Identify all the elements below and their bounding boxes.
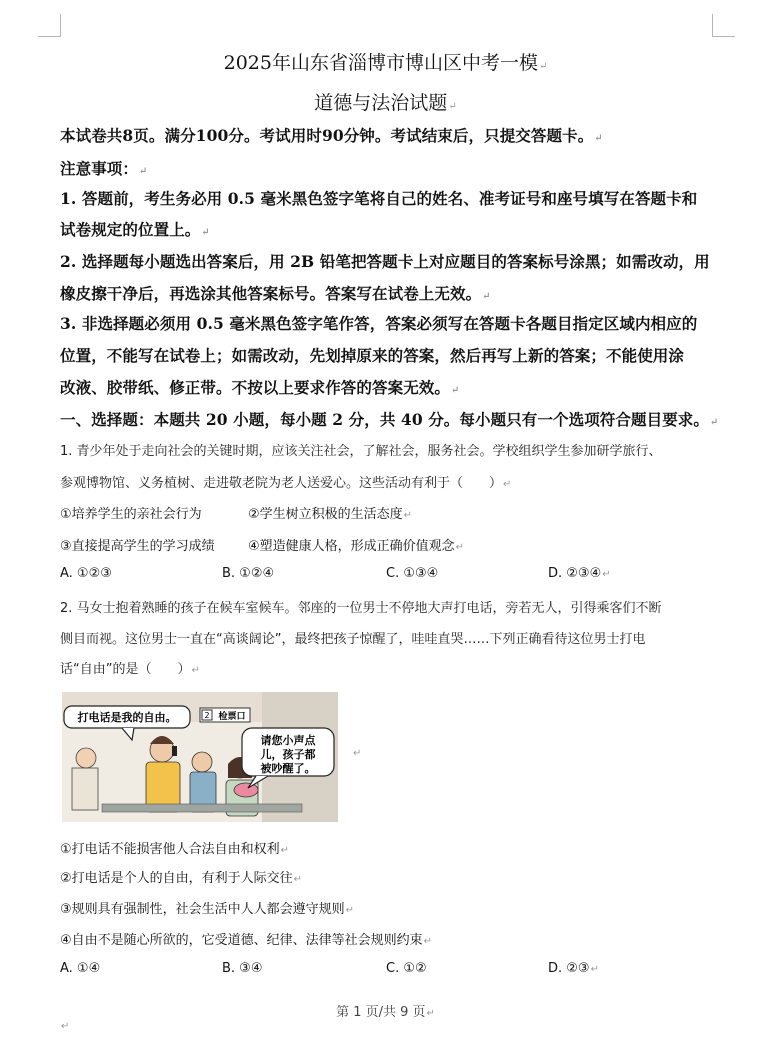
- q2-option-b: B. ③④: [222, 961, 263, 976]
- corner-mark-top-left: [38, 14, 61, 37]
- notice-item-2: 2. 选择题每小题选出答案后，用 2B 铅笔把答题卡上对应题目的答案标号涂黑；如需改动，用: [60, 252, 710, 271]
- q2-option-c: C. ①②: [386, 961, 427, 976]
- q1-statement-4: ④塑造健康人格，形成正确价值观念↵: [248, 539, 465, 554]
- svg-text:检票口: 检票口: [218, 712, 246, 722]
- section-heading: 一、选择题：本题共 20 小题，每小题 2 分，共 40 分。每小题只有一个选项符合题目要求。↵: [60, 410, 719, 429]
- q1-option-d: D. ②③④↵: [548, 566, 611, 581]
- svg-text:请您小声点: 请您小声点: [260, 734, 316, 747]
- notice-item-3-cont2: 改液、胶带纸、修正带。不按以上要求作答的答案无效。↵: [60, 378, 460, 397]
- q2-statement-4: ④自由不是随心所欲的，它受道德、纪律、法律等社会规则约束↵: [60, 933, 433, 948]
- cartoon-image: [62, 692, 338, 822]
- q1-option-a: A. ①②③: [60, 566, 112, 581]
- notice-item-3: 3. 非选择题必须用 0.5 毫米黑色签字笔作答，答案必须写在答题卡各题目指定区域内相应的: [60, 314, 698, 333]
- notice-item-1-cont: 试卷规定的位置上。↵: [60, 220, 210, 239]
- q2-stem-cont: 侧目而视。这位男士一直在“高谈阔论”，最终把孩子惊醒了，哇哇直哭……下列正确看待这位男士打电: [60, 632, 646, 647]
- svg-text:被吵醒了。: 被吵醒了。: [260, 762, 316, 775]
- notice-label: 注意事项：↵: [60, 159, 148, 178]
- svg-text:2: 2: [204, 711, 210, 720]
- q2-stem-cont2: 话“自由”的是（ ）↵: [60, 662, 200, 677]
- notice-item-2-cont: 橡皮擦干净后，再选涂其他答案标号。答案写在试卷上无效。↵: [60, 284, 491, 303]
- trailing-para-mark: ↵: [61, 1021, 70, 1032]
- q1-stem: 1. 青少年处于走向社会的关键时期，应该关注社会，了解社会，服务社会。学校组织学生参加研学旅行、: [60, 444, 662, 459]
- notice-item-1: 1. 答题前，考生务必用 0.5 毫米黑色签字笔将自己的姓名、准考证号和座号填写在答题卡和: [60, 189, 698, 208]
- q1-option-b: B. ①②④: [222, 566, 275, 581]
- exam-subtitle: 道德与法治试题↵: [314, 92, 457, 114]
- svg-text:儿，孩子都: 儿，孩子都: [260, 748, 316, 761]
- q2-statement-1: ①打电话不能损害他人合法自由和权利↵: [60, 842, 290, 857]
- cartoon-illustration: [62, 692, 338, 822]
- svg-text:打电话是我的自由。: 打电话是我的自由。: [77, 711, 177, 724]
- q1-statement-3: ③直接提高学生的学习成绩: [60, 539, 215, 554]
- q1-statement-2: ②学生树立积极的生活态度↵: [248, 507, 413, 522]
- q1-option-c: C. ①③④: [386, 566, 439, 581]
- q2-option-d: D. ②③↵: [548, 961, 599, 976]
- q2-statement-2: ②打电话是个人的自由，有利于人际交往↵: [60, 871, 303, 886]
- corner-mark-top-right: [712, 14, 735, 37]
- exam-title: 2025年山东省淄博市博山区中考一模↵: [223, 52, 548, 74]
- intro-text: 本试卷共8页。满分100分。考试用时90分钟。考试结束后，只提交答题卡。↵: [60, 126, 603, 145]
- notice-item-3-cont: 位置，不能写在试卷上；如需改动，先划掉原来的答案，然后再写上新的答案；不能使用涂: [60, 346, 685, 365]
- cartoon-para-mark: ↵: [353, 748, 362, 759]
- q2-statement-3: ③规则具有强制性，社会生活中人人都会遵守规则↵: [60, 902, 355, 917]
- page-footer: 第 1 页/共 9 页↵: [336, 1005, 435, 1020]
- q1-stem-cont: 参观博物馆、义务植树、走进敬老院为老人送爱心。这些活动有利于（ ）↵: [60, 476, 512, 491]
- q2-stem: 2. 马女士抱着熟睡的孩子在候车室候车。邻座的一位男士不停地大声打电话，旁若无人，引得乘客们不断: [60, 601, 662, 616]
- q2-option-a: A. ①④: [60, 961, 101, 976]
- q1-statement-1: ①培养学生的亲社会行为: [60, 507, 202, 522]
